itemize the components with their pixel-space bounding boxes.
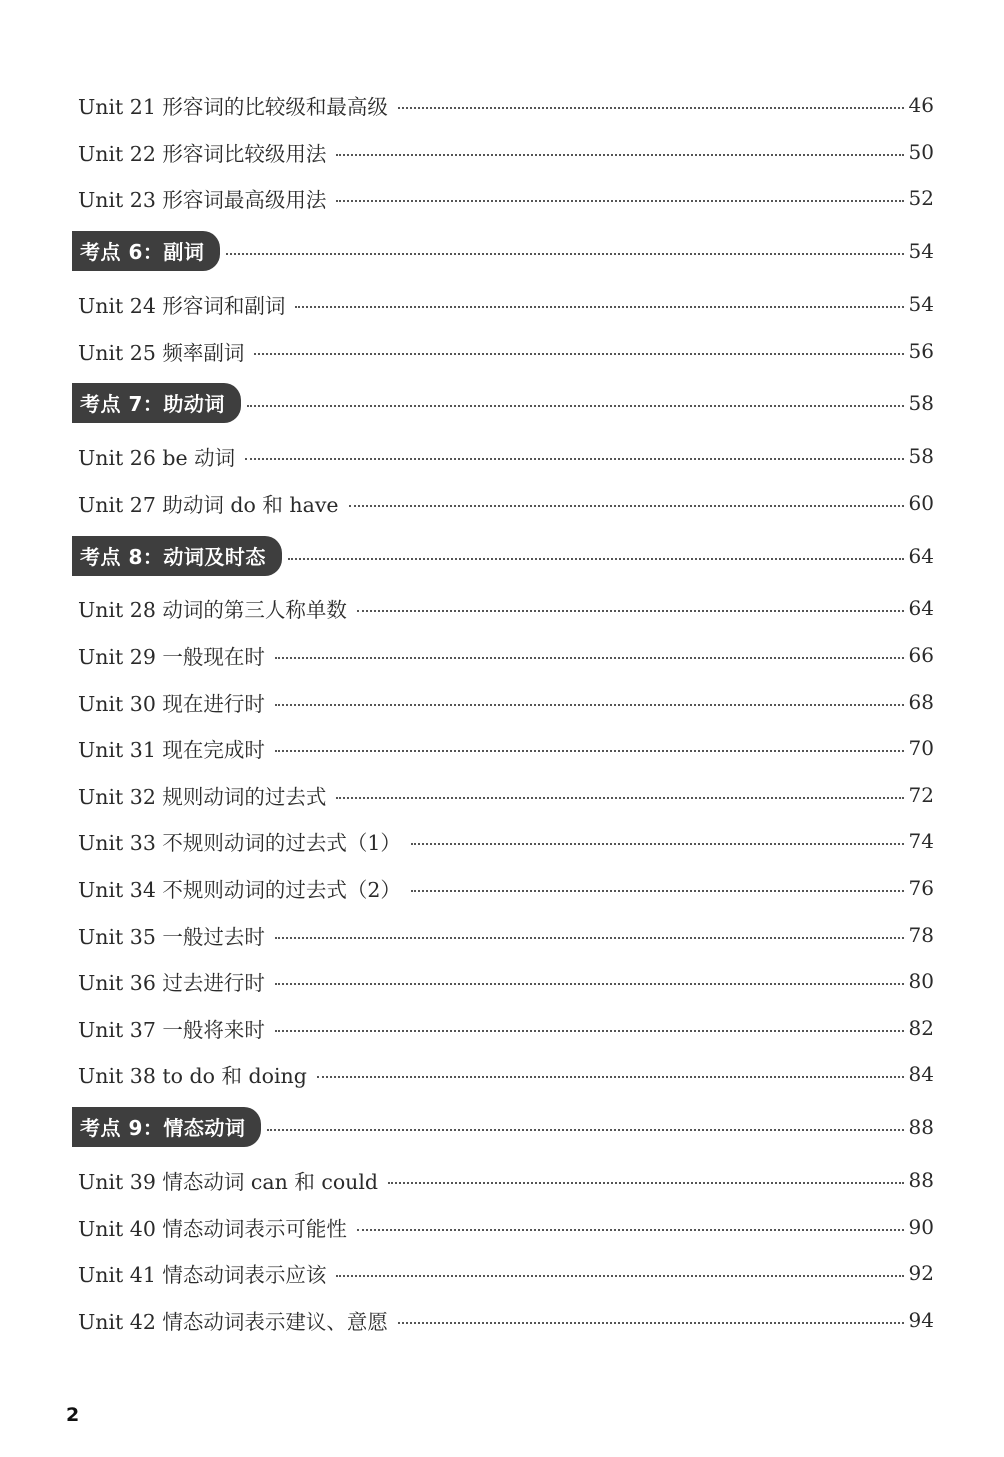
dot-leader (267, 1129, 904, 1131)
entry-title: Unit 26 be 动词 (78, 446, 236, 471)
entry-page-number: 82 (908, 1015, 934, 1040)
entry-title: Unit 34 不规则动词的过去式（2） (78, 878, 401, 903)
entry-page-number: 64 (908, 596, 934, 621)
toc-entry[interactable] (76, 327, 934, 374)
entry-page-number: 78 (908, 922, 934, 947)
toc-entry[interactable] (76, 1296, 934, 1343)
entry-page-number: 90 (908, 1214, 934, 1239)
entry-title: Unit 23 形容词最高级用法 (78, 188, 327, 213)
toc-entry[interactable] (76, 632, 934, 679)
entry-page-number: 80 (908, 969, 934, 994)
entry-title: Unit 25 频率副词 (78, 340, 245, 365)
dot-leader (317, 1076, 904, 1078)
toc-entry[interactable] (76, 772, 934, 819)
dot-leader (275, 750, 904, 752)
entry-page-number: 74 (908, 829, 934, 854)
entry-title: Unit 22 形容词比较级用法 (78, 141, 327, 166)
entry-page-number: 92 (908, 1261, 934, 1286)
dot-leader (275, 983, 904, 985)
dot-leader (398, 1322, 904, 1324)
dot-leader (295, 306, 904, 308)
toc-section-heading[interactable] (76, 1098, 934, 1157)
dot-leader (275, 937, 904, 939)
dot-leader (226, 253, 904, 255)
toc-section-heading[interactable] (76, 374, 934, 433)
dot-leader (275, 657, 904, 659)
toc-entry[interactable] (76, 911, 934, 958)
entry-title: Unit 21 形容词的比较级和最高级 (78, 95, 388, 120)
toc-entry[interactable] (76, 1250, 934, 1297)
dot-leader (411, 843, 904, 845)
entry-title: Unit 40 情态动词表示可能性 (78, 1216, 347, 1241)
entry-page-number: 94 (908, 1307, 934, 1332)
toc-section-heading[interactable] (76, 222, 934, 281)
toc-entry[interactable] (76, 678, 934, 725)
entry-title: Unit 29 一般现在时 (78, 645, 265, 670)
dot-leader (254, 353, 904, 355)
entry-page-number: 52 (908, 186, 934, 211)
entry-page-number: 88 (908, 1167, 934, 1192)
entry-title: Unit 27 助动词 do 和 have (78, 492, 339, 517)
entry-title: Unit 28 动词的第三人称单数 (78, 598, 347, 623)
page-number: 2 (66, 1404, 80, 1426)
entry-title: Unit 31 现在完成时 (78, 738, 265, 763)
entry-title: Unit 24 形容词和副词 (78, 294, 286, 319)
dot-leader (388, 1182, 904, 1184)
entry-page-number: 64 (908, 543, 934, 568)
dot-leader (336, 200, 904, 202)
entry-page-number: 54 (908, 292, 934, 317)
toc-entry[interactable] (76, 725, 934, 772)
entry-title: Unit 36 过去进行时 (78, 971, 265, 996)
dot-leader (245, 458, 904, 460)
dot-leader (288, 558, 904, 560)
dot-leader (336, 797, 904, 799)
entry-page-number: 60 (908, 490, 934, 515)
dot-leader (349, 505, 904, 507)
section-title: 考点 7：助动词 (72, 383, 241, 423)
entry-title: Unit 41 情态动词表示应该 (78, 1263, 327, 1288)
toc-entry[interactable] (76, 1051, 934, 1098)
entry-page-number: 50 (908, 139, 934, 164)
toc-entry[interactable] (76, 1157, 934, 1204)
entry-page-number: 58 (908, 444, 934, 469)
entry-title: Unit 30 现在进行时 (78, 691, 265, 716)
toc-entry[interactable] (76, 1005, 934, 1052)
toc-entry[interactable] (76, 82, 934, 129)
toc-entry[interactable] (76, 1203, 934, 1250)
toc-entry[interactable] (76, 129, 934, 176)
toc-entry[interactable] (76, 480, 934, 527)
entry-page-number: 84 (908, 1062, 934, 1087)
entry-page-number: 72 (908, 782, 934, 807)
dot-leader (275, 1030, 904, 1032)
toc-entry[interactable] (76, 433, 934, 480)
entry-page-number: 88 (908, 1115, 934, 1140)
dot-leader (398, 107, 904, 109)
section-title: 考点 6：副词 (72, 231, 220, 271)
entry-page-number: 68 (908, 689, 934, 714)
dot-leader (336, 154, 904, 156)
entry-page-number: 46 (908, 93, 934, 118)
entry-page-number: 70 (908, 736, 934, 761)
dot-leader (275, 704, 904, 706)
dot-leader (411, 890, 904, 892)
toc-entry[interactable] (76, 585, 934, 632)
dot-leader (357, 1229, 904, 1231)
entry-title: Unit 33 不规则动词的过去式（1） (78, 831, 401, 856)
entry-page-number: 58 (908, 391, 934, 416)
entry-title: Unit 35 一般过去时 (78, 924, 265, 949)
entry-title: Unit 39 情态动词 can 和 could (78, 1169, 379, 1194)
toc-entry[interactable] (76, 175, 934, 222)
entry-title: Unit 38 to do 和 doing (78, 1064, 307, 1089)
entry-page-number: 66 (908, 643, 934, 668)
toc-entry[interactable] (76, 281, 934, 328)
entry-title: Unit 32 规则动词的过去式 (78, 784, 327, 809)
entry-title: Unit 37 一般将来时 (78, 1017, 265, 1042)
toc-entry[interactable] (76, 818, 934, 865)
entry-title: Unit 42 情态动词表示建议、意愿 (78, 1309, 388, 1334)
dot-leader (336, 1275, 904, 1277)
toc-entry[interactable] (76, 865, 934, 912)
entry-page-number: 56 (908, 338, 934, 363)
dot-leader (247, 405, 904, 407)
toc-section-heading[interactable] (76, 526, 934, 585)
dot-leader (357, 610, 904, 612)
table-of-contents (76, 82, 934, 1343)
entry-page-number: 76 (908, 876, 934, 901)
toc-entry[interactable] (76, 958, 934, 1005)
section-title: 考点 8：动词及时态 (72, 536, 282, 576)
entry-page-number: 54 (908, 239, 934, 264)
section-title: 考点 9：情态动词 (72, 1107, 261, 1147)
